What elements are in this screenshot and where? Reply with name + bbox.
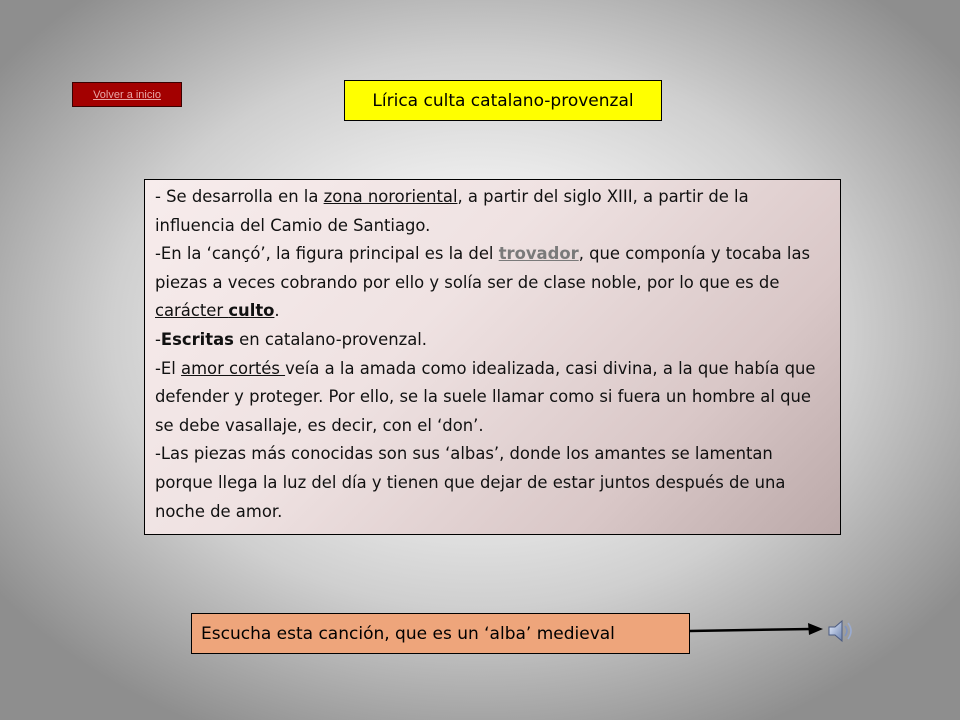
slide-title: Lírica culta catalano-provenzal: [344, 80, 662, 121]
listen-caption: Escucha esta canción, que es un ‘alba’ medieval: [191, 613, 690, 654]
paragraph-zona: [155, 183, 830, 240]
text: , que componía y tocaba las piezas a veces cobrando por ello y solía ser de clase noble, por lo que es de: [155, 244, 811, 292]
text: -El: [155, 358, 182, 378]
underlined-term: [155, 301, 274, 320]
paragraph-canco: [155, 240, 830, 326]
text: carácter: [155, 301, 229, 321]
trovador-link[interactable]: trovador: [498, 244, 579, 264]
text: -: [155, 329, 161, 349]
back-to-home-link[interactable]: Volver a inicio: [93, 88, 161, 101]
back-to-home-button[interactable]: [72, 82, 182, 107]
paragraph-albas: [155, 440, 830, 526]
speaker-icon[interactable]: [826, 618, 856, 644]
text: .: [274, 301, 280, 321]
text: veía a la amada como idealizada, casi divina, a la que había que defender y proteger. Por ello, se la suele llamar como si fuera un hombre al que se debe vasallaje, es decir, con el ‘don’.: [155, 358, 816, 435]
underlined-term: zona nororiental: [323, 187, 458, 206]
text: - Se desarrolla en la: [155, 187, 324, 206]
text: en catalano-provenzal.: [233, 329, 427, 349]
text: -Las piezas más conocidas son sus ‘albas’, donde los amantes se lamentan porque llega la luz del día y tienen que dejar de estar juntos después de una noche de amor.: [155, 444, 786, 521]
arrow-right-icon: [689, 622, 824, 640]
paragraph-amor: [155, 355, 830, 441]
bold-term: culto: [228, 301, 275, 321]
content-box: [144, 179, 841, 535]
text: , a partir del siglo XIII, a partir de la influencia del Camio de Santiago.: [155, 187, 749, 235]
underlined-term: amor cortés: [181, 358, 286, 378]
bold-term: Escritas: [160, 329, 234, 349]
text: -En la ‘cançó’, la figura principal es la del: [155, 244, 499, 264]
paragraph-escritas: [155, 326, 830, 355]
